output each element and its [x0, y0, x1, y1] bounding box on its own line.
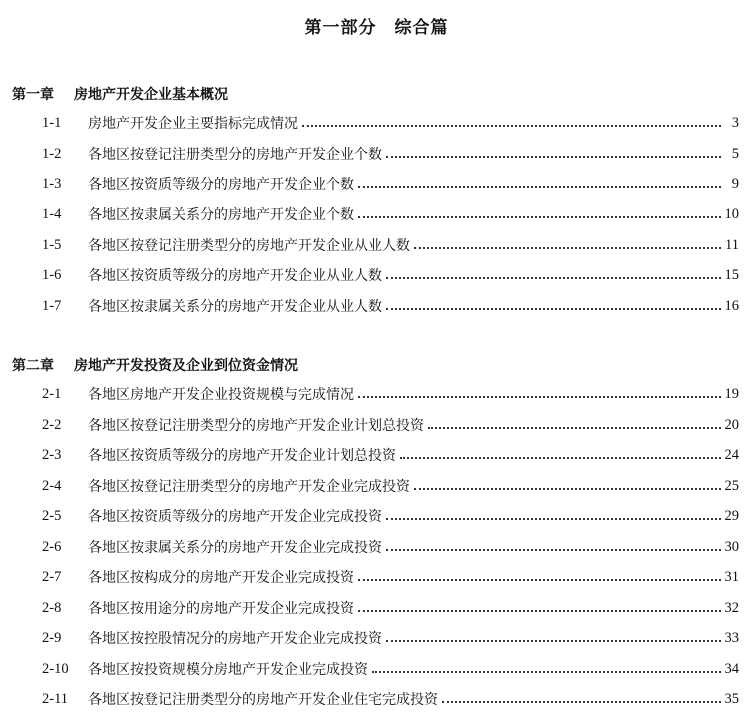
toc-title: 各地区按资质等级分的房地产开发企业个数: [88, 177, 354, 193]
chapter-title: 房地产开发投资及企业到位资金情况: [74, 358, 298, 374]
toc-title: 各地区按隶属关系分的房地产开发企业完成投资: [88, 540, 382, 556]
dot-leader: [372, 670, 721, 673]
toc-page-number: 33: [724, 629, 739, 646]
toc-entry-1-3[interactable]: [42, 173, 739, 195]
toc-entry-2-11[interactable]: [42, 688, 739, 710]
toc-page-number: 3: [731, 114, 739, 131]
toc-number: 1-4: [42, 205, 62, 222]
toc-entry-1-1[interactable]: [42, 112, 739, 134]
dot-leader: [414, 487, 721, 490]
chapter-label: 第一章: [12, 87, 54, 103]
toc-title: 各地区按资质等级分的房地产开发企业计划总投资: [88, 448, 396, 464]
toc-number: 2-2: [42, 416, 62, 433]
toc-title: 各地区按登记注册类型分的房地产开发企业计划总投资: [88, 418, 424, 434]
toc-title: 各地区按资质等级分的房地产开发企业从业人数: [88, 268, 382, 284]
dot-leader: [358, 609, 721, 612]
toc-page-number: 10: [724, 205, 739, 222]
toc-entry-2-7[interactable]: [42, 566, 739, 588]
dot-leader: [386, 639, 721, 642]
toc-entry-2-3[interactable]: [42, 444, 739, 466]
dot-leader: [386, 155, 721, 158]
toc-title: 房地产开发企业主要指标完成情况: [88, 116, 298, 132]
toc-entry-1-5[interactable]: [42, 234, 739, 256]
toc-title: 各地区按隶属关系分的房地产开发企业个数: [88, 207, 354, 223]
toc-entry-2-10[interactable]: [42, 658, 739, 680]
dot-leader: [302, 124, 721, 127]
dot-leader: [400, 456, 721, 459]
toc-number: 2-8: [42, 599, 62, 616]
toc-title: 各地区按投资规模分房地产开发企业完成投资: [88, 662, 368, 678]
toc-number: 2-9: [42, 629, 62, 646]
toc-entry-1-2[interactable]: [42, 143, 739, 165]
dot-leader: [358, 185, 721, 188]
dot-leader: [358, 395, 721, 398]
chapter-title: 房地产开发企业基本概况: [74, 87, 228, 103]
toc-entry-2-6[interactable]: [42, 536, 739, 558]
toc-entry-2-1[interactable]: [42, 383, 739, 405]
page-title: 第一部分 综合篇: [304, 18, 449, 38]
toc-entry-2-2[interactable]: [42, 414, 739, 436]
toc-title: 各地区按登记注册类型分的房地产开发企业住宅完成投资: [88, 692, 438, 708]
toc-entry-1-4[interactable]: [42, 203, 739, 225]
dot-leader: [358, 215, 721, 218]
toc-number: 1-6: [42, 266, 62, 283]
toc-entry-2-8[interactable]: [42, 597, 739, 619]
toc-entry-2-5[interactable]: [42, 505, 739, 527]
toc-page-number: 5: [731, 145, 739, 162]
toc-number: 1-1: [42, 114, 62, 131]
toc-page-number: 15: [724, 266, 739, 283]
toc-entry-1-6[interactable]: [42, 264, 739, 286]
toc-title: 各地区按资质等级分的房地产开发企业完成投资: [88, 509, 382, 525]
toc-number: 1-2: [42, 145, 62, 162]
toc-number: 2-6: [42, 538, 62, 555]
toc-page-number: 30: [724, 538, 739, 555]
toc-title: 各地区按隶属关系分的房地产开发企业从业人数: [88, 299, 382, 315]
toc-title: 各地区按登记注册类型分的房地产开发企业从业人数: [88, 238, 410, 254]
toc-title: 各地区按用途分的房地产开发企业完成投资: [88, 601, 354, 617]
toc-page-number: 11: [725, 236, 739, 253]
toc-page-number: 32: [724, 599, 739, 616]
dot-leader: [414, 246, 721, 249]
toc-entry-2-4[interactable]: [42, 475, 739, 497]
toc-page-number: 34: [724, 660, 739, 677]
toc-title: 各地区按构成分的房地产开发企业完成投资: [88, 570, 354, 586]
chapter-label: 第二章: [12, 358, 54, 374]
toc-page-number: 19: [724, 385, 739, 402]
toc-entry-2-9[interactable]: [42, 627, 739, 649]
toc-page-number: 31: [724, 568, 739, 585]
dot-leader: [386, 548, 721, 551]
toc-title: 各地区按登记注册类型分的房地产开发企业个数: [88, 147, 382, 163]
toc-number: 2-11: [42, 690, 69, 707]
chapter-heading-2: [12, 355, 298, 375]
chapter-heading-1: [12, 84, 228, 104]
toc-entry-1-7[interactable]: [42, 295, 739, 317]
toc-number: 1-3: [42, 175, 62, 192]
toc-title: 各地区房地产开发企业投资规模与完成情况: [88, 387, 354, 403]
toc-page-number: 20: [724, 416, 739, 433]
dot-leader: [358, 578, 721, 581]
toc-page-number: 24: [724, 446, 739, 463]
toc-number: 2-7: [42, 568, 62, 585]
toc-page-number: 9: [731, 175, 739, 192]
toc-number: 1-5: [42, 236, 62, 253]
toc-number: 2-4: [42, 477, 62, 494]
toc-page-number: 25: [724, 477, 739, 494]
toc-number: 1-7: [42, 297, 62, 314]
dot-leader: [442, 700, 721, 703]
toc-title: 各地区按控股情况分的房地产开发企业完成投资: [88, 631, 382, 647]
dot-leader: [386, 307, 721, 310]
toc-number: 2-5: [42, 507, 62, 524]
toc-number: 2-1: [42, 385, 62, 402]
dot-leader: [386, 276, 721, 279]
toc-number: 2-10: [42, 660, 69, 677]
toc-page-number: 35: [724, 690, 739, 707]
dot-leader: [428, 426, 721, 429]
toc-page-number: 29: [724, 507, 739, 524]
toc-page-number: 16: [724, 297, 739, 314]
toc-title: 各地区按登记注册类型分的房地产开发企业完成投资: [88, 479, 410, 495]
toc-number: 2-3: [42, 446, 62, 463]
dot-leader: [386, 517, 721, 520]
